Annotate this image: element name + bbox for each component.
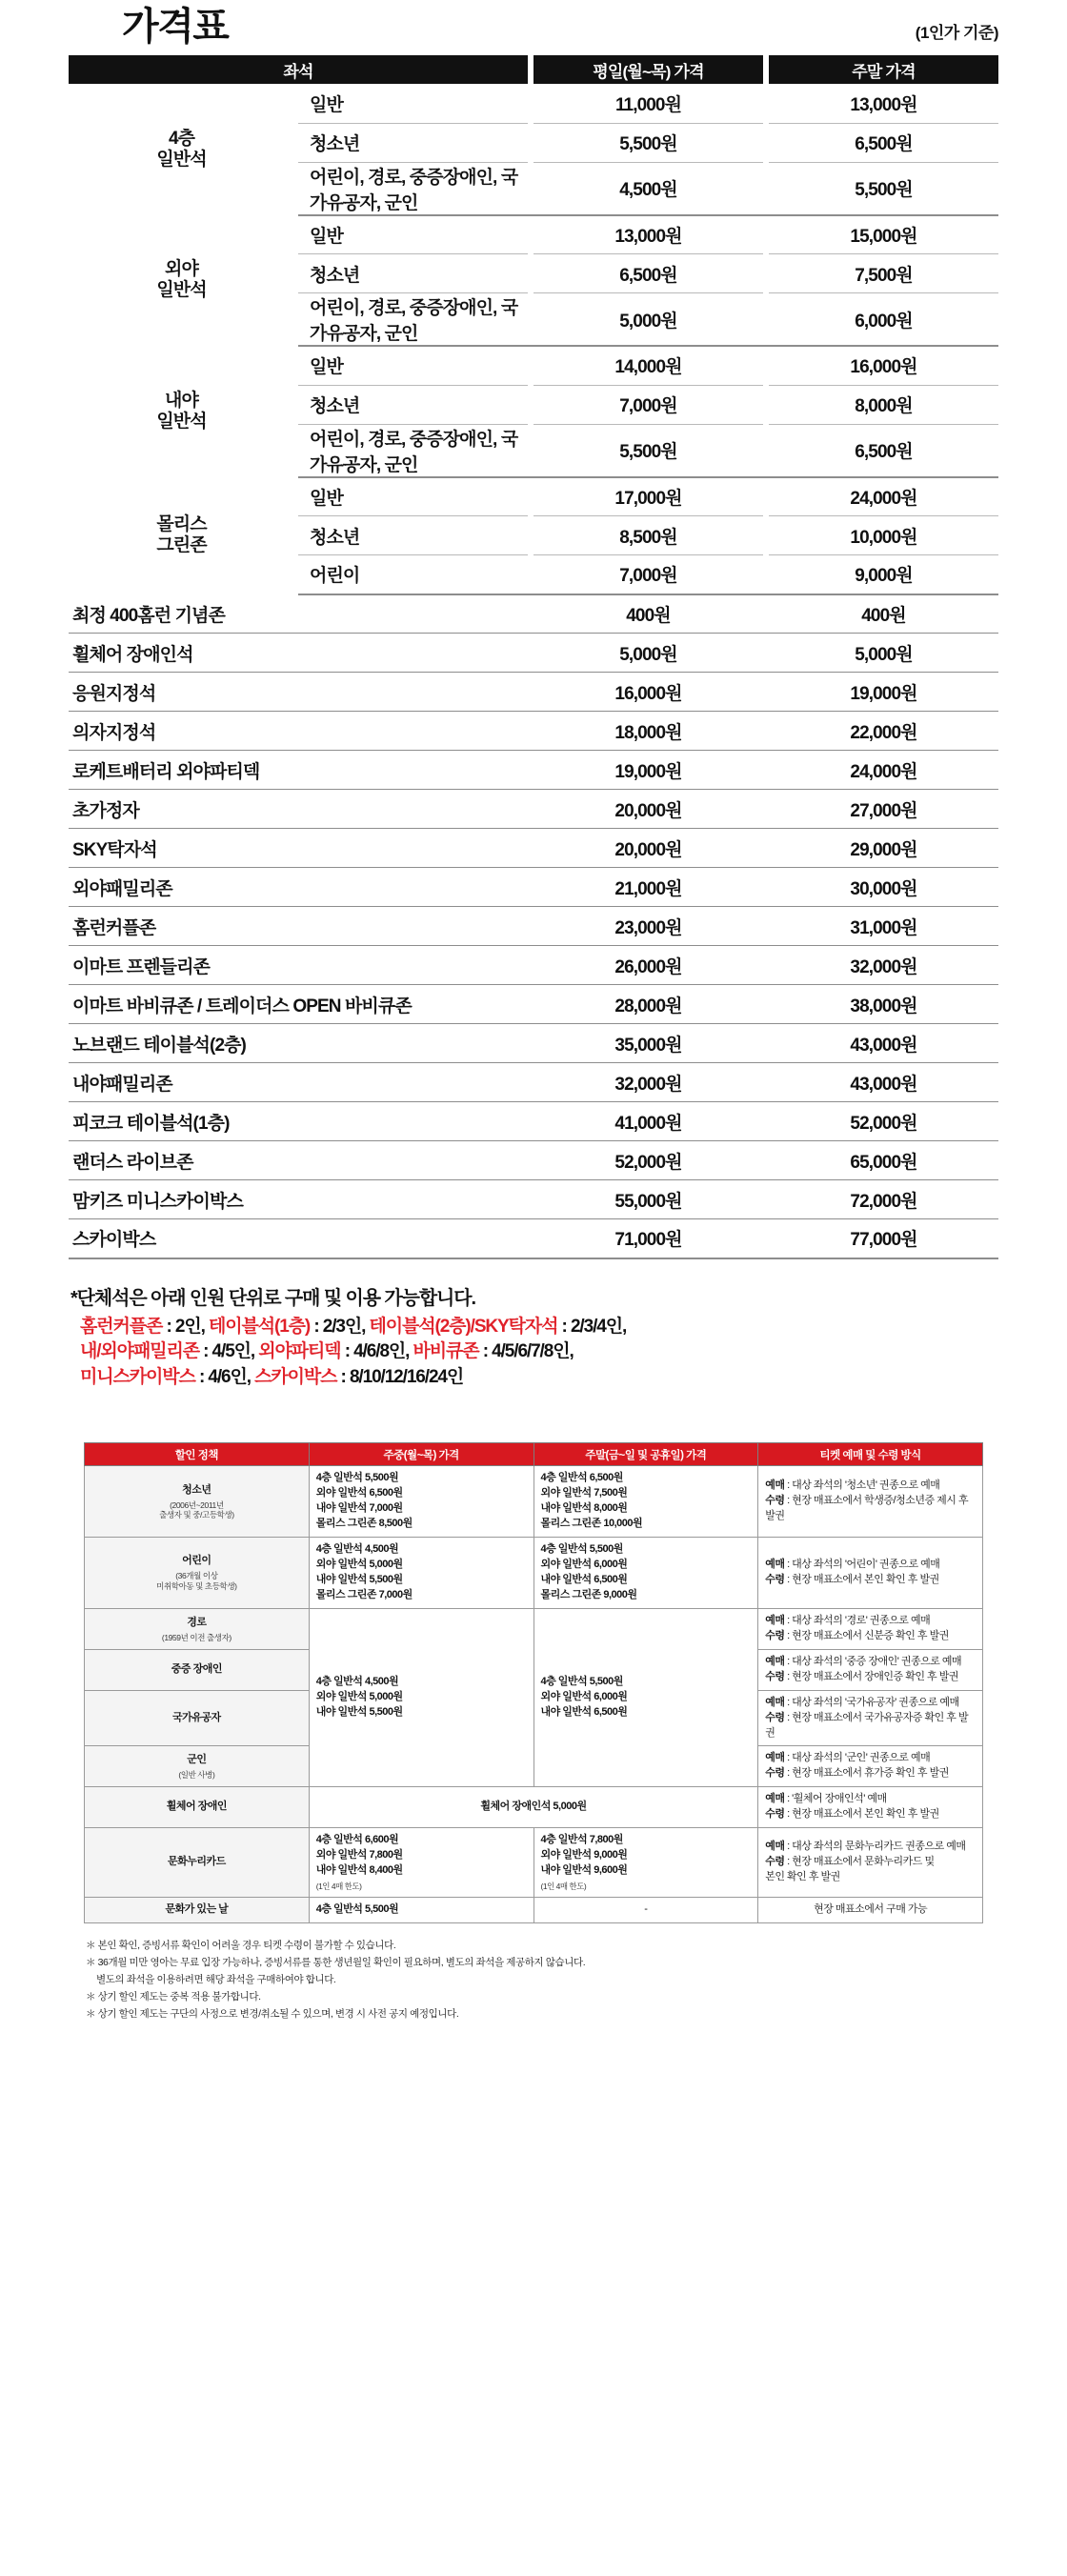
table-row <box>69 790 998 829</box>
discount-weekend-price: 4층 일반석 5,500원 외야 일반석 6,000원 내야 일반석 6,500원 몰리스 그린존 9,000원 <box>534 1538 758 1609</box>
footnote-line: ＊ 상기 할인 제도는 중복 적용 불가합니다. <box>86 1991 261 2003</box>
group-note-line <box>70 1339 1004 1365</box>
weekend-price: 29,000원 <box>769 829 998 868</box>
dcol-weekday: 주중(월~목) 가격 <box>309 1443 534 1466</box>
seat-label: 어린이, 경로, 중증장애인, 국가유공자, 군인 <box>298 162 528 215</box>
footnote-line: ＊ 상기 할인 제도는 구단의 사정으로 변경/취소될 수 있으며, 변경 시 사전 공지 예정입니다. <box>86 2008 459 2021</box>
weekday-price: 32,000원 <box>534 1063 763 1102</box>
table-row <box>69 215 998 254</box>
discount-weekend-price: - <box>534 1898 758 1923</box>
weekday-price: 13,000원 <box>534 215 763 254</box>
table-row <box>85 1538 983 1609</box>
weekend-price: 65,000원 <box>769 1141 998 1180</box>
group-note-segment: 테이블석(2층)/SKY탁자석 <box>369 1316 558 1337</box>
weekend-price: 5,500원 <box>769 162 998 215</box>
group-note-heading: *단체석은 아래 인원 단위로 구매 및 이용 가능합니다. <box>70 1287 475 1309</box>
seat-category: 내야 일반석 <box>156 390 207 432</box>
group-seat-note <box>70 1282 1004 1392</box>
footnote-line: ＊ 본인 확인, 증빙서류 확인이 어려울 경우 티켓 수령이 불가할 수 있습니다. <box>86 1940 396 1952</box>
discount-policy-section <box>84 1442 983 1923</box>
weekend-price: 24,000원 <box>769 751 998 790</box>
weekday-price: 18,000원 <box>534 712 763 751</box>
seat-label: 이마트 바비큐존 / 트레이더스 OPEN 바비큐존 <box>69 985 528 1024</box>
weekday-price: 52,000원 <box>534 1141 763 1180</box>
weekend-price: 8,000원 <box>769 385 998 424</box>
discount-method: 예매 : 대상 좌석의 문화누리카드 권종으로 예매 수령 : 현장 매표소에서 문화누리카드 및 본인 확인 후 발권 <box>758 1828 983 1898</box>
group-note-segment: : 8/10/12/16/24인 <box>336 1367 464 1388</box>
seat-category: 몰리스 그린존 <box>156 514 207 555</box>
table-row <box>69 1141 998 1180</box>
weekday-price: 26,000원 <box>534 946 763 985</box>
seat-label: 의자지정석 <box>69 712 528 751</box>
weekend-price: 72,000원 <box>769 1180 998 1219</box>
weekday-price: 11,000원 <box>534 84 763 123</box>
discount-method: 예매 : '휠체어 장애인석' 예매 수령 : 현장 매표소에서 본인 확인 후 발권 <box>758 1787 983 1828</box>
group-note-line <box>70 1365 1004 1391</box>
seat-label: 일반 <box>298 215 528 254</box>
seat-label: 청소년 <box>298 385 528 424</box>
weekday-price: 5,000원 <box>534 293 763 347</box>
weekday-price: 5,000원 <box>534 634 763 673</box>
group-note-segment: 테이블석(1층) <box>208 1316 311 1337</box>
seat-label: 맘키즈 미니스카이박스 <box>69 1180 528 1219</box>
seat-category: 외야 일반석 <box>156 259 207 301</box>
table-row <box>85 1466 983 1538</box>
seat-category: 4층 일반석 <box>156 128 207 170</box>
discount-method: 예매 : 대상 좌석의 '경로' 권종으로 예매 수령 : 현장 매표소에서 신분증 확인 후 발권 <box>758 1608 983 1649</box>
weekday-price: 41,000원 <box>534 1102 763 1141</box>
discount-category: 문화누리카드 <box>85 1828 310 1898</box>
group-note-segment: : 4/5인, <box>198 1341 259 1362</box>
weekday-price: 4,500원 <box>534 162 763 215</box>
unit-note: (1인가 기준) <box>915 24 998 42</box>
seat-label: 일반 <box>298 346 528 385</box>
footnotes <box>86 1937 991 2023</box>
discount-method: 예매 : 대상 좌석의 '청소년' 권종으로 예매 수령 : 현장 매표소에서 학생증/청소년증 제시 후 발권 <box>758 1466 983 1538</box>
seat-label: 응원지정석 <box>69 673 528 712</box>
discount-method: 예매 : 대상 좌석의 '중증 장애인' 권종으로 예매 수령 : 현장 매표소에서 장애인증 확인 후 발권 <box>758 1649 983 1690</box>
discount-category-sub: (일반 사병) <box>178 1770 215 1781</box>
table-row <box>69 868 998 907</box>
weekend-price: 19,000원 <box>769 673 998 712</box>
table-row <box>69 477 998 516</box>
table-row <box>69 346 998 385</box>
discount-category: 어린이 (36개월 이상 미취학아동 및 초등학생) <box>85 1538 310 1609</box>
discount-table-body <box>85 1466 983 1923</box>
seat-label: 초가정자 <box>69 790 528 829</box>
weekday-price: 55,000원 <box>534 1180 763 1219</box>
discount-weekend-price: 4층 일반석 7,800원 외야 일반석 9,000원 내야 일반석 9,600원 (1인 4매 한도) <box>534 1828 758 1898</box>
seat-label: 일반 <box>298 84 528 123</box>
group-note-segment: 내/외야패밀리존 <box>80 1341 199 1362</box>
weekend-price: 52,000원 <box>769 1102 998 1141</box>
weekday-price: 17,000원 <box>534 477 763 516</box>
discount-weekday-price: 4층 일반석 4,500원 외야 일반석 5,000원 내야 일반석 5,500원 몰리스 그린존 7,000원 <box>309 1538 534 1609</box>
weekend-price: 9,000원 <box>769 555 998 594</box>
weekend-price: 27,000원 <box>769 790 998 829</box>
weekend-price: 22,000원 <box>769 712 998 751</box>
dcol-weekend: 주말(금~일 및 공휴일) 가격 <box>534 1443 758 1466</box>
weekend-price: 38,000원 <box>769 985 998 1024</box>
weekday-price: 8,500원 <box>534 516 763 555</box>
group-note-lines <box>70 1315 1004 1392</box>
weekend-price: 43,000원 <box>769 1024 998 1063</box>
table-row <box>69 1219 998 1258</box>
group-note-segment: 스카이박스 <box>254 1367 337 1388</box>
weekday-price: 5,500원 <box>534 123 763 162</box>
table-row <box>69 1102 998 1141</box>
discount-weekday-price: 4층 일반석 5,500원 외야 일반석 6,500원 내야 일반석 7,000원 몰리스 그린존 8,500원 <box>309 1466 534 1538</box>
discount-weekday-price: 4층 일반석 5,500원 <box>309 1898 534 1923</box>
seat-label: 휠체어 장애인석 <box>69 634 528 673</box>
table-row <box>69 1024 998 1063</box>
table-row <box>69 1063 998 1102</box>
table-row <box>69 594 998 634</box>
price-table <box>69 55 998 1259</box>
weekend-price: 7,500원 <box>769 254 998 293</box>
group-note-segment: : 4/5/6/7/8인, <box>478 1341 574 1362</box>
group-note-segment: 외야파티덱 <box>258 1341 341 1362</box>
group-note-segment: : 2인, <box>162 1316 209 1337</box>
discount-category-sub: (2006년~2011년 출생자 및 중/고등학생) <box>159 1499 234 1520</box>
weekend-price: 6,500원 <box>769 123 998 162</box>
table-row <box>69 829 998 868</box>
discount-method: 현장 매표소에서 구매 가능 <box>758 1898 983 1923</box>
discount-method: 예매 : 대상 좌석의 '어린이' 권종으로 예매 수령 : 현장 매표소에서 본인 확인 후 발권 <box>758 1538 983 1609</box>
weekday-price: 21,000원 <box>534 868 763 907</box>
weekend-price: 24,000원 <box>769 477 998 516</box>
seat-label: 일반 <box>298 477 528 516</box>
price-table-header-row <box>69 55 998 84</box>
discount-table <box>84 1442 983 1923</box>
price-table-body <box>69 84 998 1258</box>
weekday-price: 71,000원 <box>534 1219 763 1258</box>
weekday-price: 14,000원 <box>534 346 763 385</box>
weekday-price: 20,000원 <box>534 829 763 868</box>
discount-category: 휠체어 장애인 <box>85 1787 310 1828</box>
weekend-price: 6,500원 <box>769 424 998 477</box>
weekend-price: 31,000원 <box>769 907 998 946</box>
footnote-line: ＊ 36개월 미만 영아는 무료 입장 가능하나, 증빙서류를 통한 생년월일 확인이 필요하며, 별도의 좌석을 제공하지 않습니다. <box>86 1957 586 1969</box>
table-row <box>85 1828 983 1898</box>
dcol-policy: 할인 정책 <box>85 1443 310 1466</box>
table-row <box>69 673 998 712</box>
col-header-weekday: 평일(월~목) 가격 <box>534 55 763 84</box>
discount-weekend-price: 4층 일반석 5,500원 외야 일반석 6,000원 내야 일반석 6,500원 <box>534 1608 758 1786</box>
table-row <box>69 712 998 751</box>
title-row <box>0 0 1067 51</box>
weekend-price: 13,000원 <box>769 84 998 123</box>
table-row <box>85 1608 983 1649</box>
seat-label: 스카이박스 <box>69 1219 528 1258</box>
weekend-price: 43,000원 <box>769 1063 998 1102</box>
weekend-price: 32,000원 <box>769 946 998 985</box>
weekday-price: 19,000원 <box>534 751 763 790</box>
group-note-segment: 홈런커플존 <box>80 1316 163 1337</box>
discount-category: 중증 장애인 <box>85 1649 310 1690</box>
weekday-price: 7,000원 <box>534 555 763 594</box>
discount-category: 경로 (1959년 이전 출생자) <box>85 1608 310 1649</box>
seat-label: SKY탁자석 <box>69 829 528 868</box>
weekend-price: 15,000원 <box>769 215 998 254</box>
discount-method: 예매 : 대상 좌석의 '국가유공자' 권종으로 예매 수령 : 현장 매표소에서 국가유공자증 확인 후 발권 <box>758 1690 983 1746</box>
page-title: 가격표 <box>122 6 229 48</box>
seat-label: 최정 400홈런 기념존 <box>69 594 528 634</box>
group-note-segment: : 2/3인, <box>310 1316 370 1337</box>
weekday-price: 7,000원 <box>534 385 763 424</box>
seat-label: 청소년 <box>298 516 528 555</box>
weekday-price: 28,000원 <box>534 985 763 1024</box>
seat-label: 내야패밀리존 <box>69 1063 528 1102</box>
weekend-price: 16,000원 <box>769 346 998 385</box>
limit-note: (1인 4매 한도) <box>540 1882 587 1892</box>
group-note-line <box>70 1315 1004 1340</box>
price-table-head <box>69 55 998 84</box>
weekday-price: 5,500원 <box>534 424 763 477</box>
weekday-price: 16,000원 <box>534 673 763 712</box>
seat-label: 랜더스 라이브존 <box>69 1141 528 1180</box>
seat-label: 로케트배터리 외야파티덱 <box>69 751 528 790</box>
seat-label: 어린이 <box>298 555 528 594</box>
weekend-price: 77,000원 <box>769 1219 998 1258</box>
group-note-segment: : 2/3/4인, <box>557 1316 627 1337</box>
col-header-weekend: 주말 가격 <box>769 55 998 84</box>
weekend-price: 5,000원 <box>769 634 998 673</box>
group-note-segment: : 4/6인, <box>194 1367 255 1388</box>
weekday-price: 23,000원 <box>534 907 763 946</box>
table-row <box>85 1898 983 1923</box>
group-note-segment: 미니스카이박스 <box>80 1367 195 1388</box>
discount-weekend-price: 4층 일반석 6,500원 외야 일반석 7,500원 내야 일반석 8,000원 몰리스 그린존 10,000원 <box>534 1466 758 1538</box>
discount-category-sub: (1959년 이전 출생자) <box>161 1632 232 1642</box>
weekday-price: 20,000원 <box>534 790 763 829</box>
col-header-seat: 좌석 <box>69 55 528 84</box>
weekend-price: 30,000원 <box>769 868 998 907</box>
table-row <box>69 84 998 123</box>
table-row <box>69 946 998 985</box>
discount-category-sub: (36개월 이상 미취학아동 및 초등학생) <box>156 1571 237 1591</box>
discount-category: 군인 (일반 사병) <box>85 1746 310 1787</box>
table-row <box>69 634 998 673</box>
table-row <box>69 751 998 790</box>
discount-weekday-price: 4층 일반석 6,600원 외야 일반석 7,800원 내야 일반석 8,400원 (1인 4매 한도) <box>309 1828 534 1898</box>
table-row <box>69 985 998 1024</box>
seat-label: 홈런커플존 <box>69 907 528 946</box>
discount-category: 국가유공자 <box>85 1690 310 1746</box>
table-row <box>69 1180 998 1219</box>
group-note-segment: : 4/6/8인, <box>340 1341 413 1362</box>
discount-category: 청소년 (2006년~2011년 출생자 및 중/고등학생) <box>85 1466 310 1538</box>
weekend-price: 10,000원 <box>769 516 998 555</box>
table-row <box>85 1787 983 1828</box>
weekday-price: 6,500원 <box>534 254 763 293</box>
seat-label: 어린이, 경로, 중증장애인, 국가유공자, 군인 <box>298 293 528 347</box>
seat-label: 피코크 테이블석(1층) <box>69 1102 528 1141</box>
seat-label: 청소년 <box>298 123 528 162</box>
discount-table-head <box>85 1443 983 1466</box>
discount-price: 휠체어 장애인석 5,000원 <box>309 1787 758 1828</box>
seat-label: 외야패밀리존 <box>69 868 528 907</box>
seat-label: 청소년 <box>298 254 528 293</box>
discount-weekday-price: 4층 일반석 4,500원 외야 일반석 5,000원 내야 일반석 5,500원 <box>309 1608 534 1786</box>
seat-label: 어린이, 경로, 중증장애인, 국가유공자, 군인 <box>298 424 528 477</box>
weekday-price: 400원 <box>534 594 763 634</box>
limit-note: (1인 4매 한도) <box>315 1882 362 1892</box>
group-note-segment: 바비큐존 <box>413 1341 479 1362</box>
discount-category: 문화가 있는 날 <box>85 1898 310 1923</box>
seat-label: 이마트 프렌들리존 <box>69 946 528 985</box>
table-row <box>69 907 998 946</box>
weekday-price: 35,000원 <box>534 1024 763 1063</box>
discount-method: 예매 : 대상 좌석의 '군인' 권종으로 예매 수령 : 현장 매표소에서 휴가증 확인 후 발권 <box>758 1746 983 1787</box>
discount-header-row <box>85 1443 983 1466</box>
dcol-method: 티켓 예매 및 수령 방식 <box>758 1443 983 1466</box>
seat-label: 노브랜드 테이블석(2층) <box>69 1024 528 1063</box>
weekend-price: 400원 <box>769 594 998 634</box>
footnote-line: 별도의 좌석을 이용하려면 해당 좌석을 구매하여야 합니다. <box>96 1974 336 1986</box>
weekend-price: 6,000원 <box>769 293 998 347</box>
